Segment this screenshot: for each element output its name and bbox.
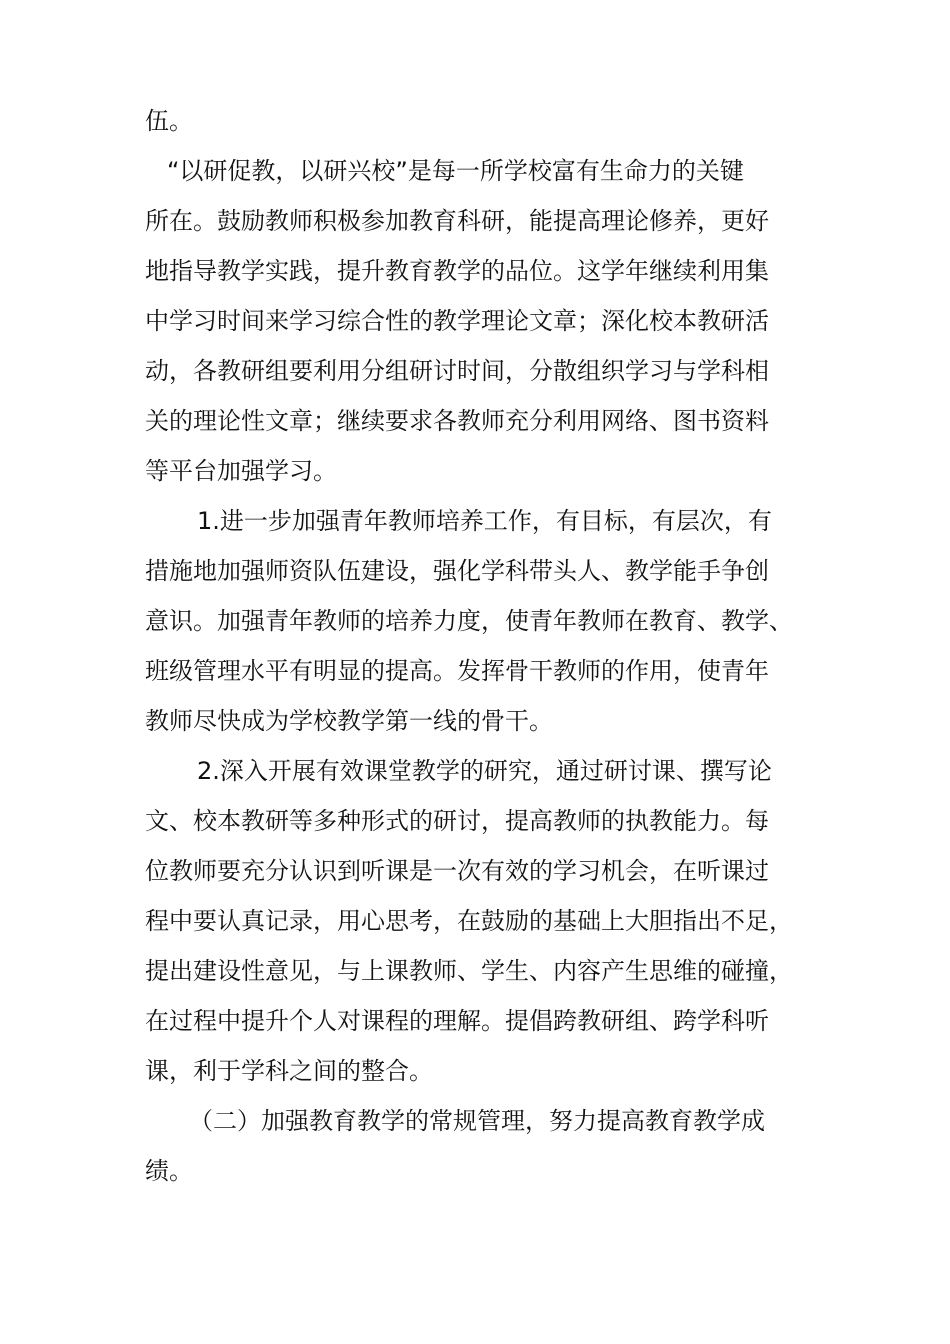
paragraph-line: 程中要认真记录，用心思考，在鼓励的基础上大胆指出不足， xyxy=(145,907,793,935)
paragraph-line: 1.进一步加强青年教师培养工作，有目标，有层次，有 xyxy=(197,507,772,535)
paragraph-line: “以研促教，以研兴校”是每一所学校富有生命力的关键 xyxy=(167,157,744,185)
paragraph-line: （二）加强教育教学的常规管理，努力提高教育教学成 xyxy=(189,1107,765,1135)
document-body xyxy=(145,96,810,1196)
paragraph-line: 动，各教研组要利用分组研讨时间，分散组织学习与学科相 xyxy=(145,357,769,385)
paragraph-line: 2.深入开展有效课堂教学的研究，通过研讨课、撰写论 xyxy=(197,757,772,785)
paragraph xyxy=(145,746,810,1096)
paragraph-line: 位教师要充分认识到听课是一次有效的学习机会，在听课过 xyxy=(145,857,769,885)
paragraph xyxy=(145,496,810,746)
paragraph-line: 地指导教学实践，提升教育教学的品位。这学年继续利用集 xyxy=(145,257,769,285)
paragraph-line: 中学习时间来学习综合性的教学理论文章；深化校本教研活 xyxy=(145,307,769,335)
paragraph-line: 措施地加强师资队伍建设，强化学科带头人、教学能手争创 xyxy=(145,557,769,585)
paragraph-line: 班级管理水平有明显的提高。发挥骨干教师的作用，使青年 xyxy=(145,657,769,685)
paragraph xyxy=(145,96,810,146)
paragraph-line: 绩。 xyxy=(145,1157,193,1185)
paragraph-line: 文、校本教研等多种形式的研讨，提高教师的执教能力。每 xyxy=(145,807,769,835)
paragraph-line: 伍。 xyxy=(145,107,193,135)
paragraph xyxy=(145,1096,810,1196)
paragraph-line: 意识。加强青年教师的培养力度，使青年教师在教育、教学、 xyxy=(145,607,793,635)
paragraph-line: 在过程中提升个人对课程的理解。提倡跨教研组、跨学科听 xyxy=(145,1007,769,1035)
paragraph xyxy=(145,146,810,496)
paragraph-line: 课，利于学科之间的整合。 xyxy=(145,1057,433,1085)
paragraph-line: 提出建设性意见，与上课教师、学生、内容产生思维的碰撞， xyxy=(145,957,793,985)
paragraph-line: 所在。鼓励教师积极参加教育科研，能提高理论修养，更好 xyxy=(145,207,769,235)
paragraph-line: 关的理论性文章；继续要求各教师充分利用网络、图书资料 xyxy=(145,407,769,435)
paragraph-line: 等平台加强学习。 xyxy=(145,457,337,485)
paragraph-line: 教师尽快成为学校教学第一线的骨干。 xyxy=(145,707,553,735)
